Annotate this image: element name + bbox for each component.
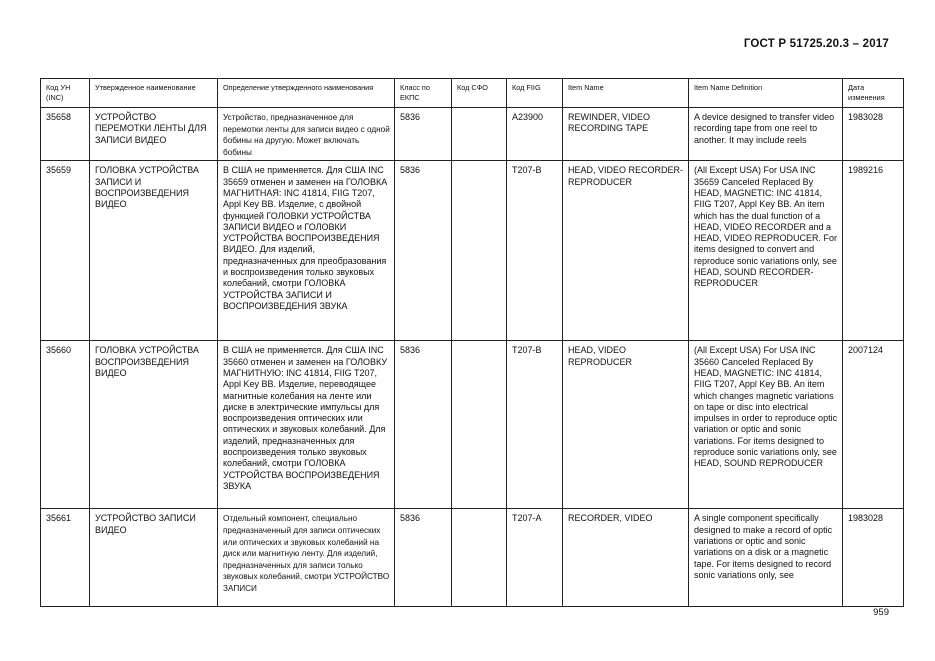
cell-fiig: T207-B xyxy=(507,341,563,509)
cell-definition: Отдельный компонент, специально предназначенный для записи оптических или оптических и звуковых колебаний на диск или магнитную ленту. Для изделий, предназначенных для записи только звуковых колебаний, смотри УСТРОЙСТВО ЗАПИСИ xyxy=(218,509,395,607)
cell-definition: Устройство, предназначенное для перемотки ленты для записи видео с одной бобины на другую. Может включать бобины xyxy=(218,108,395,161)
document-header: ГОСТ Р 51725.20.3 – 2017 xyxy=(743,38,889,50)
cell-item-definition: (All Except USA) For USA INC 35660 Canceled Replaced By HEAD, MAGNETIC: INC 41814, FIIG T207, Appl Key BB. An item which changes magnetic variations on tape or disc into electrical impulses in order to reproduce optic variation or optic and sonic variations. For items designed to reproduce sonic variations only, see HEAD, SOUND REPRODUCER xyxy=(689,341,843,509)
table-row xyxy=(41,341,904,509)
cell-item-name: RECORDER, VIDEO xyxy=(563,509,689,607)
cell-definition: В США не применяется. Для США INC 35660 отменен и заменен на ГОЛОВКУ МАГНИТНУЮ: INC 41814, FIIG T207, Appl Key BB. Изделие, переводящее магнитные колебания на ленте или диске в электрические импульсы для воспроизведения оптических или оптических и звуковых колебаний. Для изделий, предназначенных для воспроизведения только звуковых колебаний, смотри ГОЛОВКА УСТРОЙСТВА ВОСПРОИЗВЕДЕНИЯ ЗВУКА xyxy=(218,341,395,509)
col-header-date: Дата изменения xyxy=(843,79,904,108)
table-row xyxy=(41,509,904,607)
cell-date: 1983028 xyxy=(843,509,904,607)
cell-date: 1989216 xyxy=(843,161,904,341)
cell-class: 5836 xyxy=(395,108,452,161)
cell-definition: В США не применяется. Для США INC 35659 отменен и заменен на ГОЛОВКА МАГНИТНАЯ: INC 41814, FIIG T207, Appl Key BB. Изделие, с двойной функцией ГОЛОВКИ УСТРОЙСТВА ЗАПИСИ ВИДЕО и ГОЛОВКИ УСТРОЙСТВА ВОСПРОИЗВЕДЕНИЯ ВИДЕО. Для изделий, предназначенных для преобразования и воспроизведения только звуковых колебаний, смотри ГОЛОВКА УСТРОЙСТВА ЗАПИСИ И ВОСПРОИЗВЕДЕНИЯ ЗВУКА xyxy=(218,161,395,341)
col-header-class: Класс по ЕКПС xyxy=(395,79,452,108)
col-header-fiig: Код FIIG xyxy=(507,79,563,108)
classification-table xyxy=(40,78,904,607)
cell-date: 1983028 xyxy=(843,108,904,161)
cell-class: 5836 xyxy=(395,341,452,509)
cell-name: УСТРОЙСТВО ПЕРЕМОТКИ ЛЕНТЫ ДЛЯ ЗАПИСИ ВИДЕО xyxy=(90,108,218,161)
col-header-inc: Код УН (INC) xyxy=(41,79,90,108)
col-header-sfo: Код СФО xyxy=(452,79,507,108)
cell-name: ГОЛОВКА УСТРОЙСТВА ВОСПРОИЗВЕДЕНИЯ ВИДЕО xyxy=(90,341,218,509)
cell-class: 5836 xyxy=(395,161,452,341)
cell-sfo xyxy=(452,509,507,607)
cell-item-definition: (All Except USA) For USA INC 35659 Canceled Replaced By HEAD, MAGNETIC: INC 41814, FIIG T207, Appl Key BB. An item which has the dual function of a HEAD, VIDEO RECORDER and a HEAD, VIDEO REPRODUCER. For items designed to convert and reproduce sonic variations only, see HEAD, SOUND RECORDER-REPRODUCER xyxy=(689,161,843,341)
col-header-item-name: Item Name xyxy=(563,79,689,108)
cell-inc: 35660 xyxy=(41,341,90,509)
table-row xyxy=(41,108,904,161)
cell-item-name: HEAD, VIDEO RECORDER-REPRODUCER xyxy=(563,161,689,341)
cell-inc: 35661 xyxy=(41,509,90,607)
cell-sfo xyxy=(452,161,507,341)
cell-class: 5836 xyxy=(395,509,452,607)
col-header-item-definition: Item Name Definition xyxy=(689,79,843,108)
cell-item-definition: A single component specifically designed to make a record of optic variations or optic and sonic variations on a disk or a magnetic tape. For items designed to record sonic variations only, see xyxy=(689,509,843,607)
cell-sfo xyxy=(452,341,507,509)
cell-name: ГОЛОВКА УСТРОЙСТВА ЗАПИСИ И ВОСПРОИЗВЕДЕНИЯ ВИДЕО xyxy=(90,161,218,341)
col-header-definition: Определение утвержденного наименования xyxy=(218,79,395,108)
cell-item-definition: A device designed to transfer video recording tape from one reel to another. It may include reels xyxy=(689,108,843,161)
cell-name: УСТРОЙСТВО ЗАПИСИ ВИДЕО xyxy=(90,509,218,607)
cell-item-name: HEAD, VIDEO REPRODUCER xyxy=(563,341,689,509)
cell-fiig: A23900 xyxy=(507,108,563,161)
table-header-row xyxy=(41,79,904,108)
col-header-name: Утвержденное наименование xyxy=(90,79,218,108)
cell-inc: 35659 xyxy=(41,161,90,341)
cell-fiig: T207-B xyxy=(507,161,563,341)
cell-item-name: REWINDER, VIDEO RECORDING TAPE xyxy=(563,108,689,161)
cell-inc: 35658 xyxy=(41,108,90,161)
cell-fiig: T207-A xyxy=(507,509,563,607)
cell-sfo xyxy=(452,108,507,161)
cell-date: 2007124 xyxy=(843,341,904,509)
table-row xyxy=(41,161,904,341)
page-number: 959 xyxy=(873,607,889,618)
